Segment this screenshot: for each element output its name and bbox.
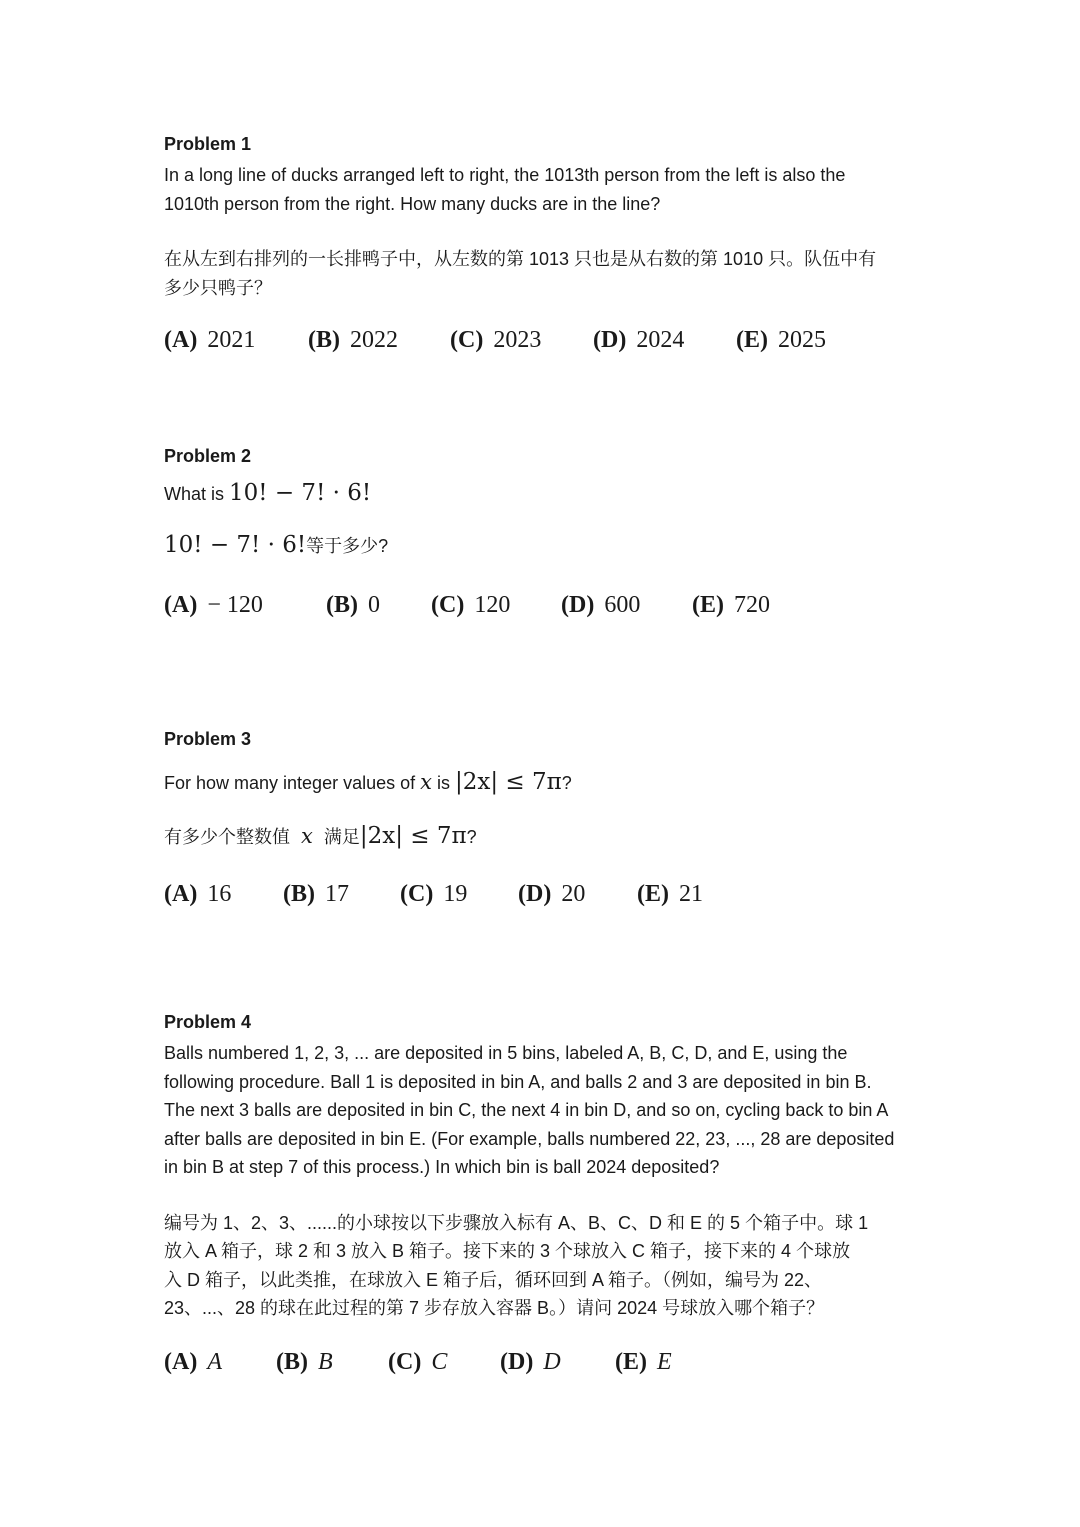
- choice-d: (D) 600: [561, 592, 641, 618]
- problem-text-en: [164, 768, 924, 798]
- choice-b: (B) B: [276, 1348, 333, 1375]
- choice-e: (E) 21: [637, 881, 703, 907]
- problem-text-en: The next 3 balls are deposited in bin C, the next 4 in bin D, and so on, cycling back to bin A: [164, 1100, 889, 1120]
- problem-text-cn: [164, 531, 924, 561]
- math-expression: 10! − 7! · 6!: [229, 480, 372, 506]
- choice-e: (E) 2025: [736, 327, 826, 353]
- problem-text-en: In a long line of ducks arranged left to right, the 1013th person from the left is also the: [164, 165, 846, 185]
- choice-d: (D) D: [500, 1348, 561, 1375]
- choice-b: (B) 2022: [308, 327, 398, 353]
- problem-text-en: after balls are deposited in bin E. (For example, balls numbered 22, 23, ..., 28 are deposited: [164, 1128, 895, 1149]
- problem-text-cn: [164, 822, 924, 852]
- question-prefix: For how many integer values of: [164, 773, 416, 793]
- problem-3: [164, 728, 924, 908]
- math-expression: 10! − 7! · 6!: [164, 531, 307, 558]
- question-mid: 满足: [323, 826, 360, 847]
- choice-b: (B) 0: [326, 592, 380, 618]
- question-prefix: What is: [164, 484, 225, 504]
- problem-2: [164, 445, 924, 619]
- problem-1: [164, 133, 924, 354]
- choice-a: (A) 16: [164, 881, 232, 907]
- math-inequality: |2x| ≤ 7π: [359, 822, 467, 849]
- problem-title: Problem 4: [164, 1012, 252, 1032]
- problem-text-cn: 多少只鸭子？: [164, 277, 272, 298]
- choice-e: (E) 720: [692, 592, 770, 618]
- problem-text-en: [164, 479, 924, 509]
- problem-text-cn: 放入 A 箱子，球 2 和 3 放入 B 箱子。接下来的 3 个球放入 C 箱子，接下来的 4 个球放: [164, 1241, 851, 1261]
- problem-text-cn: 入 D 箱子，以此类推，在球放入 E 箱子后，循环回到 A 箱子。（例如，编号为 22、: [164, 1269, 823, 1290]
- choice-c: (C) 19: [400, 881, 468, 907]
- problem-text-cn: 在从左到右排列的一长排鸭子中，从左数的第 1013 只也是从右数的第 1010 只。队伍中有: [164, 249, 877, 269]
- question-mark: ?: [561, 773, 572, 793]
- problem-title: Problem 3: [164, 729, 252, 749]
- choice-a: (A) 2021: [164, 327, 256, 353]
- choice-d: (D) 2024: [593, 327, 685, 353]
- problem-text-en: following procedure. Ball 1 is deposited in bin A, and balls 2 and 3 are deposited in bin B.: [164, 1071, 872, 1092]
- choice-c: (C) 2023: [450, 327, 542, 353]
- question-prefix: 有多少个整数值: [164, 826, 290, 847]
- problem-title: Problem 2: [164, 446, 252, 466]
- answer-choices: [164, 1349, 924, 1376]
- question-is: is: [437, 773, 450, 793]
- problem-text-en: Balls numbered 1, 2, 3, ... are deposited in 5 bins, labeled A, B, C, D, and E, using the: [164, 1043, 848, 1063]
- problem-text-cn: 编号为 1、2、3、......的小球按以下步骤放入标有 A、B、C、D 和 E 的 5 个箱子中。球 1: [164, 1212, 869, 1233]
- answer-choices: [164, 327, 924, 354]
- variable: x: [301, 823, 313, 848]
- choice-c: (C) 120: [431, 592, 511, 618]
- problem-text-en: 1010th person from the right. How many ducks are in the line?: [164, 193, 661, 214]
- problem-title: Problem 1: [164, 134, 252, 154]
- problem-4: [164, 1011, 924, 1376]
- choice-a: (A) A: [164, 1348, 222, 1375]
- problem-text-cn: 23、...、28 的球在此过程的第 7 步存放入容器 B。）请问 2024 号球放入哪个箱子？: [164, 1298, 825, 1318]
- choice-c: (C) C: [388, 1348, 448, 1375]
- choice-a: (A) − 120: [164, 592, 263, 618]
- question-suffix: 等于多少?: [306, 535, 389, 556]
- problem-text-en: in bin B at step 7 of this process.) In which bin is ball 2024 deposited?: [164, 1157, 720, 1177]
- choice-b: (B) 17: [283, 881, 349, 907]
- choice-d: (D) 20: [518, 881, 586, 907]
- answer-choices: [164, 881, 924, 908]
- answer-choices: [164, 592, 924, 619]
- math-inequality: |2x| ≤ 7π: [455, 769, 562, 795]
- choice-e: (E) E: [615, 1348, 672, 1375]
- variable: x: [420, 770, 432, 794]
- question-mark: ?: [466, 826, 477, 847]
